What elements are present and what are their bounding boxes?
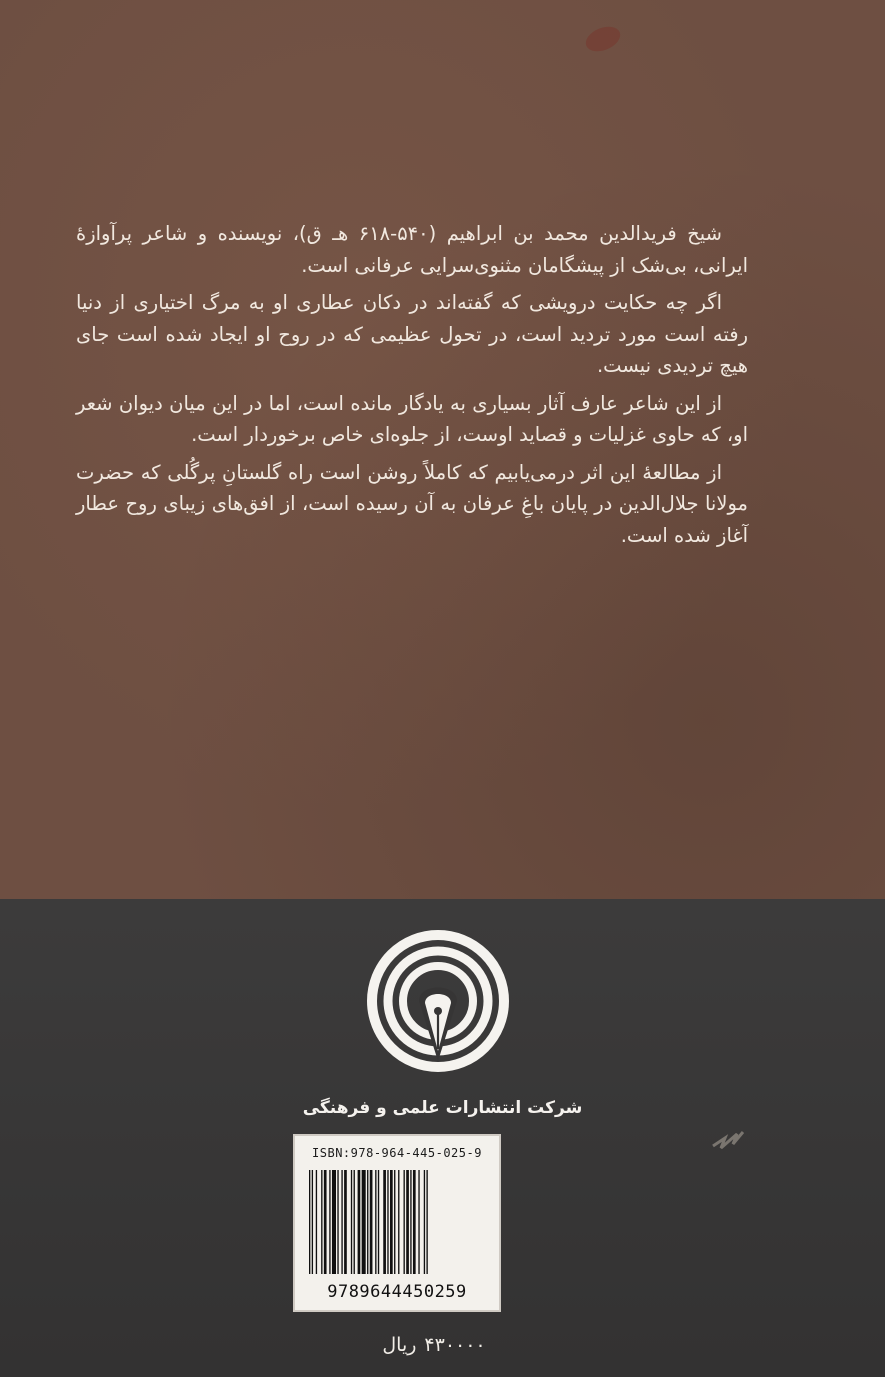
isbn-text: ISBN:978-964-445-025-9 [312,1146,482,1160]
barcode-number: 9789644450259 [327,1282,467,1302]
blurb-paragraph-2: اگر چه حکایت درویشی که گفته‌اند در دکان عطاری او به مرگ اختیاری از دنیا رفته است مورد تردید است، در تحول عظیمی که در روح او ایجاد شده است جای هیچ تردیدی نیست. [76,291,748,377]
blurb-paragraph-4: از مطالعهٔ این اثر درمی‌یابیم که کاملاً روشن است راه گلستانِ پرگُلی که حضرت مولانا جلال‌الدین در پایان باغِ عرفان به آن رسیده است، از افق‌های زیبای روح عطار آغاز شده است. [76,460,748,547]
blurb-paragraph-3: از این شاعر عارف آثار بسیاری به یادگار مانده است، اما در این میان دیوان شعر او، که حاوی غزلیات و قصاید اوست، از جلوه‌ای خاص برخوردار است. [76,391,748,446]
price-currency: ریال [382,1334,417,1356]
pen-nib-rings-logo [363,929,513,1079]
isbn-barcode-label [293,1134,501,1312]
price-label [344,1334,524,1356]
price-amount: ۴۳۰۰۰۰ [424,1334,486,1356]
back-cover-blurb [76,218,748,557]
stain-mark [582,22,624,56]
blurb-paragraph-1: شیخ فریدالدین محمد بن ابراهیم (۵۴۰-۶۱۸ هـ ق)، نویسنده و شاعر پرآوازهٔ ایرانی، بی‌شک از پیشگامان مثنوی‌سرایی عرفانی است. [76,222,748,277]
scratch-mark [711,1128,745,1150]
publisher-name: شرکت انتشارات علمی و فرهنگی [302,1098,583,1118]
barcode-bars [307,1170,489,1274]
